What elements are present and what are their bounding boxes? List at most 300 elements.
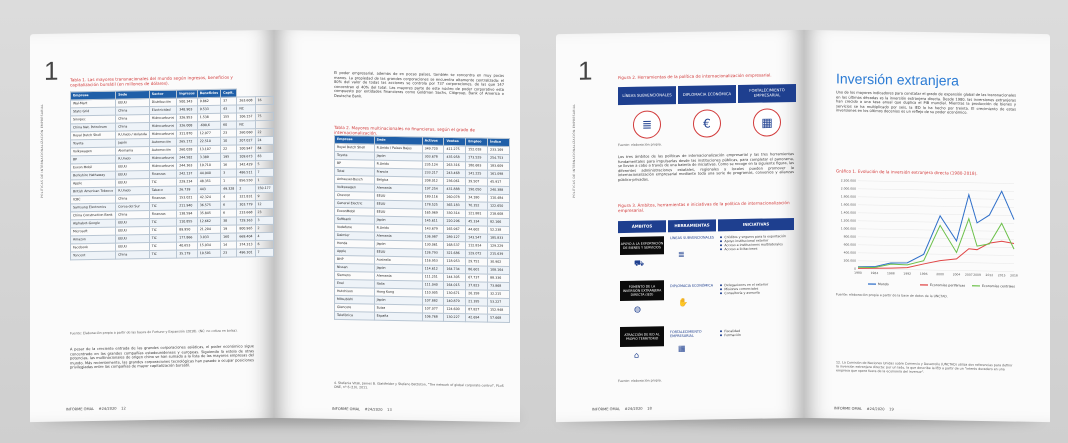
table-cell: 211.940: [177, 202, 197, 210]
table-cell: TIC: [149, 242, 176, 250]
table-cell: Alphabet-Google: [71, 219, 116, 228]
table-cell: 265.172: [177, 138, 197, 146]
building-icon: ▦: [753, 108, 781, 136]
fig3-ambito-atraccion: ATRACCIÓN DE IED AL PROPIO TERRITORIO: [620, 326, 664, 347]
table-cell: 185.833: [488, 234, 510, 242]
table-cell: 800.965: [237, 225, 255, 233]
table-cell: 130.671: [444, 289, 466, 297]
gridline: [858, 229, 1014, 232]
fig2-box-diplomacia: DIPLOMACIA ECONÓMICA: [678, 85, 736, 104]
table-cell: China Nat. Petroleum: [71, 123, 116, 132]
coins-icon-2: ≣: [678, 249, 685, 260]
table2-header: Empresa: [335, 135, 375, 144]
table-cell: China: [116, 107, 150, 116]
y-tick-label: 1.000.000: [840, 226, 856, 231]
table-cell: Exxon Mobil: [71, 163, 116, 172]
table-cell: EEUU: [374, 200, 422, 209]
table-cell: 140.879: [444, 297, 466, 305]
euro-icon: €: [693, 109, 721, 137]
table-cell: 129.229: [488, 242, 510, 250]
table-cell: Mitsubishi: [335, 295, 375, 304]
table-cell: 112.814: [466, 242, 488, 250]
fig2-source: Fuente: elaboración propia.: [618, 142, 662, 148]
table-cell: Toyota: [71, 139, 116, 148]
table-cell: 26.358: [466, 290, 488, 298]
table-cell: 1: [255, 176, 273, 184]
middle-body-text: Los tres ámbitos de las políticas de internacionalización empresarial y las tres herramientas fundamentales para impulsarlas desde las instituciones públicas, para completar el panorama, se llevan a cabo a través de una batería de iniciativas. Como se recoge en la siguiente figura, las diferentes administraciones estatales, regionales y locales pueden promover la internacionalización empresarial mediante toda una serie de programas, convenios y alianzas público-privadas.: [618, 152, 794, 183]
table-cell: 73.868: [488, 282, 510, 290]
territory-icon: ⌂: [634, 350, 640, 360]
table-cell: Tencent: [71, 251, 116, 260]
table-cell: 254.753: [488, 154, 510, 162]
table1-header: Ingresos: [177, 90, 197, 98]
table-cell: 26.739: [177, 186, 197, 194]
table-cell: Electricidad: [149, 106, 176, 114]
table-cell: TIC: [149, 178, 176, 186]
fig3-caption: Figura 3. Ámbitos, herramientas e iniciativas de la política de internacionalización empresarial.: [618, 200, 790, 214]
x-tick-label: 2004: [952, 272, 961, 277]
table-cell: 4: [221, 193, 237, 201]
table-cell: 110.855: [177, 218, 197, 226]
table-cell: 126.793: [422, 249, 444, 257]
table-cell: Glencore: [335, 303, 375, 312]
table-cell: 141.225: [466, 170, 488, 178]
table-cell: 1: [221, 177, 237, 185]
iniciativa-label: Acceso a instituciones multilaterales: [724, 242, 783, 248]
table-cell: Finanzas: [149, 194, 176, 202]
x-tick-label: 2012: [985, 273, 994, 278]
table-cell: 45.334: [466, 218, 488, 226]
footer-left: [592, 406, 652, 411]
iniciativa-label: Delegaciones en el exterior: [724, 282, 769, 288]
table-cell: British American Tobacco: [71, 187, 116, 196]
table-cell: 244.363: [177, 162, 197, 170]
table-cell: Francia: [374, 168, 422, 177]
table-cell: 107.077: [422, 305, 444, 313]
table-cell: 233.169: [488, 146, 510, 154]
table-cell: R.Unido: [374, 224, 422, 233]
table-cell: Alemania: [116, 147, 150, 156]
table-cell: 15.934: [197, 241, 220, 249]
table-cell: 218.608: [488, 210, 510, 218]
table-cell: 9: [255, 192, 273, 200]
table-cell: Distribución: [149, 98, 176, 106]
footnote: 4. Stefania Vitali, James B. Glattfelder y Stefano Battiston, "The network of global corporate control", PLoS ONE, nº 6 (10), 2011.: [334, 380, 504, 390]
legend-label: Economías periféricas: [930, 283, 966, 288]
table-cell: EEUU: [116, 99, 150, 108]
table-cell: Anheuser-Busch: [335, 175, 375, 184]
table-cell: 260.078: [444, 193, 466, 201]
table-cell: 24: [255, 136, 273, 144]
table-cell: Facebook: [71, 243, 116, 252]
table-cell: 164.015: [444, 281, 466, 289]
x-tick-label: 1984: [870, 271, 879, 276]
gridline: [858, 221, 1014, 224]
table1-header: Sector: [149, 90, 176, 98]
bullet-icon: [720, 292, 722, 294]
table-cell: 21.204: [197, 225, 220, 233]
table-cell: Japón: [374, 264, 422, 273]
table-cell: 155: [221, 113, 237, 121]
table-cell: Softbank: [335, 215, 375, 224]
footer-left: [66, 406, 126, 411]
table-cell: 60: [221, 121, 237, 129]
fig3-herramienta-lineas: LÍNEAS SUBVENCIONALES: [670, 235, 715, 241]
footer-brand: INFORME OMAL: [66, 407, 95, 412]
gridline: [858, 269, 1014, 272]
table-cell: Australia: [374, 256, 422, 265]
x-tick-label: 1992: [903, 271, 912, 276]
chart-caption: Gráfico 1. Evolución de la inversión extranjera directa (1980-2018).: [836, 168, 978, 176]
table-cell: TIC: [149, 234, 176, 242]
table-cell: 16: [221, 161, 237, 169]
footer-brand: INFORME OMAL: [332, 406, 361, 412]
table-cell: 208.012: [422, 177, 444, 185]
fig3-header-ambitos: ÁMBITOS: [618, 220, 666, 233]
table-cell: Volkswagen: [71, 147, 116, 156]
office-icon: ▦: [678, 343, 686, 354]
bullet-icon: [720, 288, 722, 290]
table-cell: 43: [221, 105, 237, 113]
table-cell: 326.953: [177, 114, 197, 122]
table-cell: 150.177: [255, 184, 273, 192]
right-body-text: Uno de los mayores indicadores para constatar el grado de expansión global de las transnacionales en las últimas décadas es la inversión extranjera directa. Desde 1980, las inversiones extranjeras han crecido a una tasa anual que duplica el PIB mundial. Mientras la producción de bienes y servicios se ha multiplicado por seis, la IED lo ha hecho por treinta. El crecimiento de estas inversiones en los últimos decenios es un reflejo de su poder económico.: [836, 90, 1016, 116]
right-body-text: El poder empresarial, además de en pocas países, también se concentra en muy pocas manos. La propiedad de las grandes corporaciones se encuentra altamente centralizada: el 80% del valor de todas las acciones se controla por 737 corporaciones, de las que 147 concentran el 40% del total. Las mayores parte de este núcleo de poder corporativo está compuesto por entidades financieras como Goldman Sachs, Citigroup, Bank of America o Deutsche Bank.: [334, 70, 504, 99]
table-cell: Hidrocarburos: [149, 122, 176, 130]
table-cell: 52.238: [488, 226, 510, 234]
fig3-ambito-fomento: FOMENTO DE LA INVERSIÓN EXTRANJERA DIRECTA (IED): [620, 280, 664, 301]
table-cell: 6: [221, 201, 237, 209]
table-cell: 195: [221, 153, 237, 161]
y-tick-label: 2.000.000: [840, 186, 856, 191]
footer-issue: #24/2020: [866, 406, 885, 412]
table-cell: China: [116, 211, 150, 220]
y-tick-label: 1.600.000: [840, 202, 856, 207]
table-cell: 37: [221, 97, 237, 105]
bullet-icon: [720, 334, 722, 336]
table-cell: 173.529: [466, 154, 488, 162]
bullet-icon: [720, 236, 722, 238]
bullet-icon: [720, 330, 722, 332]
table-cell: BP: [335, 159, 375, 168]
table-cell: Berkshire Hathaway: [71, 171, 116, 180]
table-cell: 190.050: [466, 186, 488, 194]
table-cell: 44.940: [197, 169, 220, 177]
table-cell: 160: [221, 233, 237, 241]
table-cell: BP: [71, 155, 116, 164]
table-cell: 121.881: [466, 210, 488, 218]
y-tick-label: 200.000: [843, 258, 856, 263]
gridline: [858, 237, 1014, 240]
fig3-iniciativas-group-2: [720, 282, 794, 295]
table-cell: Enel: [335, 279, 375, 288]
table-cell: 143.547: [466, 234, 488, 242]
table-cell: -690,6: [197, 121, 220, 129]
table-cell: 37.823: [466, 282, 488, 290]
table-cell: 311.870: [177, 130, 197, 138]
book2-right-page: [804, 30, 1050, 422]
table-cell: 10: [221, 137, 237, 145]
table-cell: 303.678: [422, 153, 444, 161]
table-cell: 263.316: [444, 161, 466, 169]
table-cell: China: [116, 195, 150, 204]
table-cell: 233.217: [422, 169, 444, 177]
bullet-icon: [720, 240, 722, 242]
book1-right-page: [274, 30, 520, 422]
book-spread-1: [22, 32, 528, 430]
gridline: [858, 197, 1014, 200]
table-cell: 235.124: [422, 161, 444, 169]
table-cell: Hutchison: [335, 287, 375, 296]
table-cell: 35.179: [177, 250, 197, 258]
x-tick-label: 1996: [919, 271, 928, 277]
table-cell: Total: [335, 167, 375, 176]
table-cell: 242.137: [177, 170, 197, 178]
fig3-source: Fuente: elaboración propia.: [618, 378, 662, 384]
bullet-icon: [720, 284, 722, 286]
gridline: [858, 205, 1014, 208]
table-cell: 161.098: [488, 170, 510, 178]
table-cell: 244.582: [177, 154, 197, 162]
table-cell: Wal-Mart: [71, 99, 116, 108]
table-cell: 22: [255, 128, 273, 136]
table-cell: Apple: [335, 247, 375, 256]
table-cell: 130.227: [444, 313, 466, 321]
table-cell: R.Unido: [374, 160, 422, 169]
table-cell: Royal Dutch Shell: [71, 131, 116, 140]
table-cell: Nissan: [335, 263, 375, 272]
table-cell: 152.948: [488, 306, 510, 314]
table-cell: 164.734: [444, 265, 466, 273]
table-cell: Bélgica: [374, 176, 422, 185]
table-cell: Tabaco: [149, 186, 176, 194]
vertical-label: POLÍTICAS DE INTERNACIONALIZACIÓN EMPRESARIAL: [40, 103, 44, 199]
table-cell: Finanzas: [149, 210, 176, 218]
y-tick-label: 2.200.000: [840, 178, 856, 183]
table1: [70, 88, 283, 261]
table-cell: 349.720: [422, 145, 444, 153]
table-cell: Hidrocarburos: [149, 162, 176, 170]
table-cell: General Electric: [335, 199, 375, 208]
x-tick-label: 2000: [936, 272, 944, 277]
table-cell: Hong Kong: [374, 288, 422, 297]
table-cell: Amazon: [71, 235, 116, 244]
iniciativa-label: Créditos y seguros para la exportación: [724, 234, 787, 240]
table-cell: 70.352: [466, 202, 488, 210]
gridline: [858, 245, 1014, 248]
table-cell: 189.116: [422, 193, 444, 201]
table-cell: 111.251: [422, 273, 444, 281]
table-cell: TIC: [149, 218, 176, 226]
fig3-header-herramientas: HERRAMIENTAS: [668, 219, 716, 232]
table-cell: 12.977: [197, 129, 220, 137]
table-cell: 89.950: [177, 226, 197, 234]
table-cell: EEUU: [116, 171, 150, 180]
table-cell: Vodafone: [335, 223, 375, 232]
iniciativa-label: Acceso a licitaciones: [724, 246, 758, 252]
table-row: [335, 311, 510, 322]
table-cell: 53.227: [488, 298, 510, 306]
table-cell: EEUU: [116, 219, 150, 228]
bullet-icon: [720, 248, 722, 250]
table-cell: 23: [221, 129, 237, 137]
table-cell: 326.008: [177, 122, 197, 130]
table-cell: 143.679: [422, 225, 444, 233]
table-cell: TIC: [149, 226, 176, 234]
table-cell: 443: [197, 185, 220, 193]
table-cell: EEUU: [116, 243, 150, 252]
gridline: [858, 189, 1014, 192]
table-cell: 110.484: [488, 194, 510, 202]
iniciativa-label: Apoyo institucional exterior: [724, 238, 769, 244]
table-cell: 374.313: [237, 241, 255, 249]
x-tick-label: 2018: [1010, 273, 1018, 278]
table-cell: Corea del Sur: [116, 203, 150, 212]
table-cell: 13.107: [197, 145, 220, 153]
table-cell: 45.917: [488, 178, 510, 186]
table-cell: EEUU: [116, 227, 150, 236]
table-cell: TIC: [149, 250, 176, 258]
table-cell: State Grid: [71, 107, 116, 116]
table-cell: 177.866: [177, 234, 197, 242]
book2-left-page: [556, 30, 804, 422]
fdi-line-chart: [832, 176, 1018, 291]
table-cell: 12.662: [197, 217, 220, 225]
page-number: 13: [387, 407, 392, 412]
coins-icon: ≣: [633, 110, 661, 138]
chapter-number: 1: [578, 55, 593, 86]
table-cell: 100.947: [237, 145, 255, 153]
gridline: [858, 253, 1014, 256]
table-cell: 669.404: [237, 233, 255, 241]
y-tick-label: 800.000: [843, 234, 856, 239]
table-cell: 82.166: [488, 218, 510, 226]
table-cell: 229.234: [177, 178, 197, 186]
table-cell: Royal Dutch Shell: [335, 143, 375, 152]
table-cell: 7: [255, 168, 273, 176]
table-cell: 233.668: [237, 209, 255, 217]
y-tick-label: 0: [854, 266, 856, 271]
table-cell: EEUU: [116, 179, 150, 188]
table-cell: 35.845: [197, 209, 220, 217]
table-cell: 23: [255, 208, 273, 216]
table-cell: 16: [255, 96, 273, 104]
table1-header: Capit.: [221, 89, 237, 97]
table-cell: 365.183: [444, 201, 466, 209]
footer-issue: #24/2020: [98, 406, 117, 411]
table2-header: Ventas: [444, 137, 466, 145]
table-cell: 138.594: [177, 210, 197, 218]
fig3-herramienta-fortalecimiento: FORTALECIMIENTO EMPRESARIAL: [670, 329, 702, 339]
table-cell: 289.127: [444, 233, 466, 241]
table-cell: 111.040: [422, 281, 444, 289]
page-number: 19: [889, 407, 894, 412]
table-cell: Hidrocarburos: [149, 130, 176, 138]
vertical-label: POLÍTICAS DE INTERNACIONALIZACIÓN EMPRESARIAL: [572, 103, 576, 198]
legend-label: Mundo: [878, 282, 889, 287]
table-cell: 42.694: [466, 314, 488, 322]
table-cell: 500.343: [177, 98, 197, 106]
table-cell: 6: [221, 209, 237, 217]
table-cell: 729.363: [237, 217, 255, 225]
table-cell: 110.905: [422, 289, 444, 297]
table-cell: 144.305: [444, 273, 466, 281]
table-cell: 39.507: [466, 178, 488, 186]
iniciativa-item: [720, 246, 794, 251]
table-cell: Sinopec: [71, 115, 116, 124]
footer-right: [834, 406, 894, 411]
table-cell: 116.953: [422, 257, 444, 265]
table-cell: Alemania: [374, 272, 422, 281]
table-cell: 108.164: [488, 266, 510, 274]
section-title: Inversión extranjera: [836, 70, 959, 89]
table-cell: 153.021: [177, 194, 197, 202]
table-cell: 165.969: [422, 209, 444, 217]
legend-label: Economías centrales: [982, 283, 1016, 289]
x-tick-label: 2009: [973, 272, 981, 277]
table2-header: Sede: [374, 136, 422, 145]
table1-header: Empresa: [71, 91, 116, 100]
table-cell: 129.072: [466, 250, 488, 258]
table-cell: 411.275: [444, 145, 466, 153]
fig3-iniciativas-group-1: [720, 234, 794, 251]
table2-caption: Tabla 2. Mayores multinacionales no financieras, según el grado de internacionalización.: [334, 124, 475, 136]
table-cell: 124.600: [444, 305, 466, 313]
table-cell: 84: [255, 144, 273, 152]
table-cell: 136.987: [422, 233, 444, 241]
table-cell: Japón: [116, 139, 150, 148]
table-cell: España: [374, 312, 422, 321]
table-cell: Daimler: [335, 231, 375, 240]
table-cell: Japón: [374, 296, 422, 305]
table-cell: Siemens: [335, 271, 375, 280]
table-cell: Samsung Electronics: [71, 203, 116, 212]
table-cell: 3.033: [197, 233, 220, 241]
page-number: 12: [121, 406, 126, 411]
footer-brand: INFORME OMAL: [834, 406, 863, 411]
table-cell: 38: [221, 217, 237, 225]
table-cell: Japón: [374, 152, 422, 161]
fig2-caption: Figura 2. Herramientas de la política de internacionalización empresarial.: [618, 72, 772, 81]
table-cell: 178.525: [422, 201, 444, 209]
x-tick-label: 2015: [997, 273, 1006, 278]
y-tick-label: 1.200.000: [840, 218, 856, 223]
table-cell: 44.602: [466, 226, 488, 234]
table-cell: 118.953: [444, 257, 466, 265]
table1-header: Sede: [116, 91, 150, 100]
table-cell: 9.862: [197, 97, 220, 105]
table-cell: Hidrocarburos: [149, 154, 176, 162]
table-cell: Alemania: [374, 184, 422, 193]
footer-brand: INFORME OMAL: [592, 407, 621, 412]
table-cell: 4: [255, 232, 273, 240]
table-cell: 10.591: [197, 249, 220, 257]
table-cell: 49.328: [221, 185, 237, 193]
gridline: [858, 181, 1014, 184]
table-cell: R.Unido / Holanda: [116, 131, 150, 140]
table-cell: 263.608: [237, 97, 255, 105]
table-cell: 7: [255, 248, 273, 256]
table-cell: 114.612: [422, 265, 444, 273]
table-cell: 14: [221, 241, 237, 249]
handshake-icon: ✋: [678, 297, 688, 308]
table-cell: 107.882: [422, 297, 444, 305]
table-cell: R.Unido: [116, 187, 150, 196]
table-cell: 260.060: [237, 129, 255, 137]
table2-header: Activos: [422, 137, 444, 145]
fig2-box-fortalecimiento: FORTALECIMIENTO EMPRESARIAL: [738, 84, 796, 103]
table-cell: 57.668: [488, 314, 510, 322]
